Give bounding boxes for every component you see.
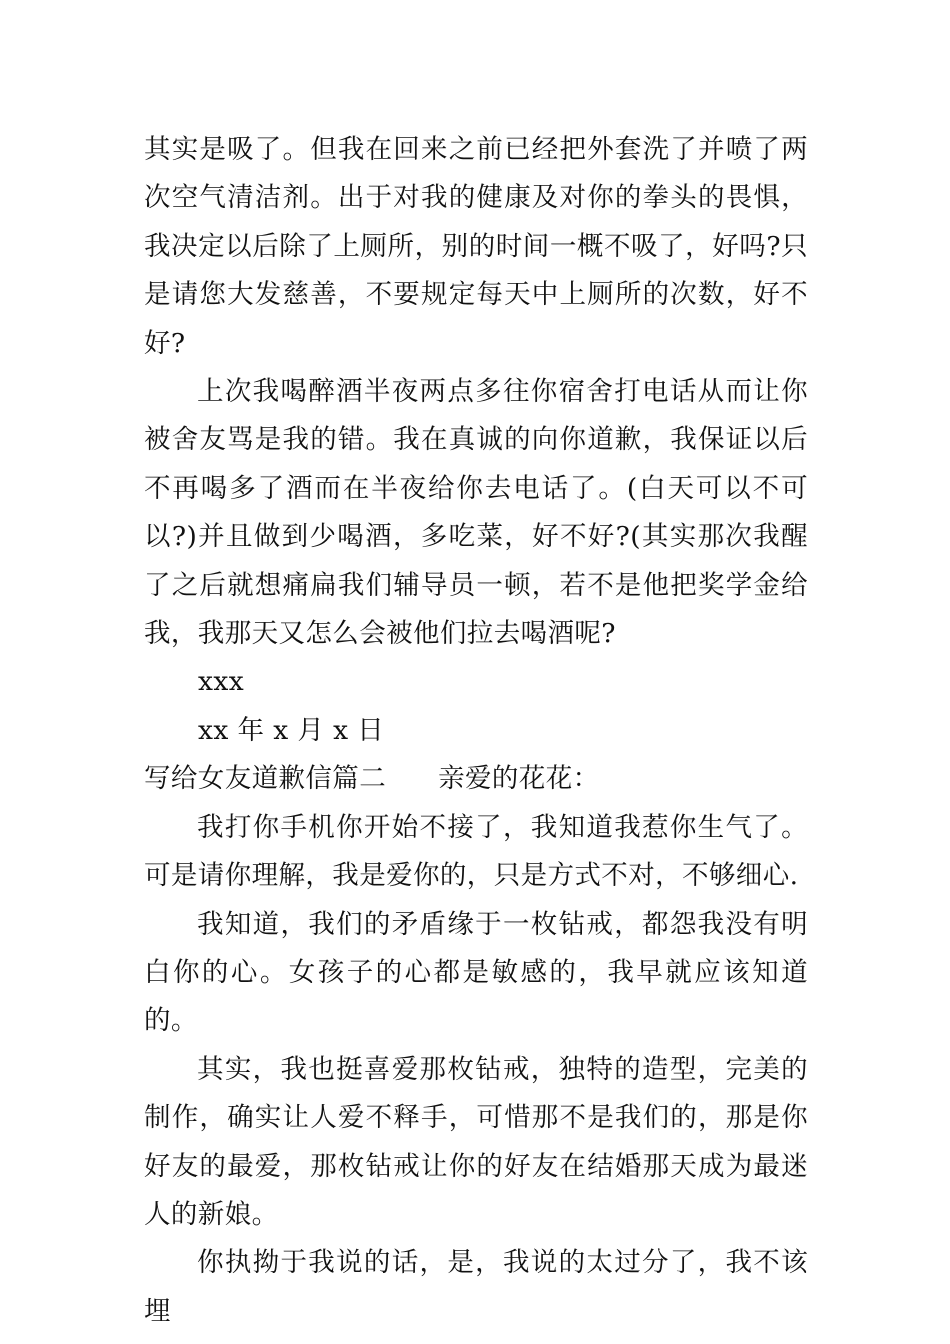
paragraph-ring-conflict: 我知道，我们的矛盾缘于一枚钻戒，都怨我没有明白你的心。女孩子的心都是敏感的，我早就应该知道的。 xyxy=(144,908,808,1037)
signature-name: xxx xyxy=(198,666,245,698)
letter-page xyxy=(144,126,808,1336)
paragraph-apology-continued: 你执拗于我说的话，是，我说的太过分了，我不该埋 xyxy=(144,1247,808,1327)
letter-salutation: 亲爱的花花： xyxy=(438,763,600,795)
paragraph-ring-description: 其实，我也挺喜爱那枚钻戒，独特的造型，完美的制作，确实让人爱不释手，可惜那不是我们的，那是你好友的最爱，那枚钻戒让你的好友在结婚那天成为最迷人的新娘。 xyxy=(144,1053,808,1230)
letter-title: 写给女友道歉信篇二 xyxy=(144,763,387,795)
paragraph-drunk-call: 上次我喝醉酒半夜两点多往你宿舍打电话从而让你被舍友骂是我的错。我在真诚的向你道歉，我保证以后不再喝多了酒而在半夜给你去电话了。(白天可以不可以?)并且做到少喝酒，多吃菜，好不好?(其实那次我醒了之后就想痛扁我们辅导员一顿，若不是他把奖学金给我，我那天又怎么会被他们拉去喝酒呢? xyxy=(144,376,808,650)
signature-date: xx 年 x 月 x 日 xyxy=(198,714,385,746)
letter-heading xyxy=(144,755,808,803)
paragraph-smoking: 其实是吸了。但我在回来之前已经把外套洗了并喷了两次空气清洁剂。出于对我的健康及对你的拳头的畏惧，我决定以后除了上厕所，别的时间一概不吸了，好吗?只是请您大发慈善，不要规定每天中上厕所的次数，好不好? xyxy=(144,134,808,359)
paragraph-phone: 我打你手机你开始不接了，我知道我惹你生气了。可是请你理解，我是爱你的，只是方式不对，不够细心. xyxy=(144,811,808,892)
